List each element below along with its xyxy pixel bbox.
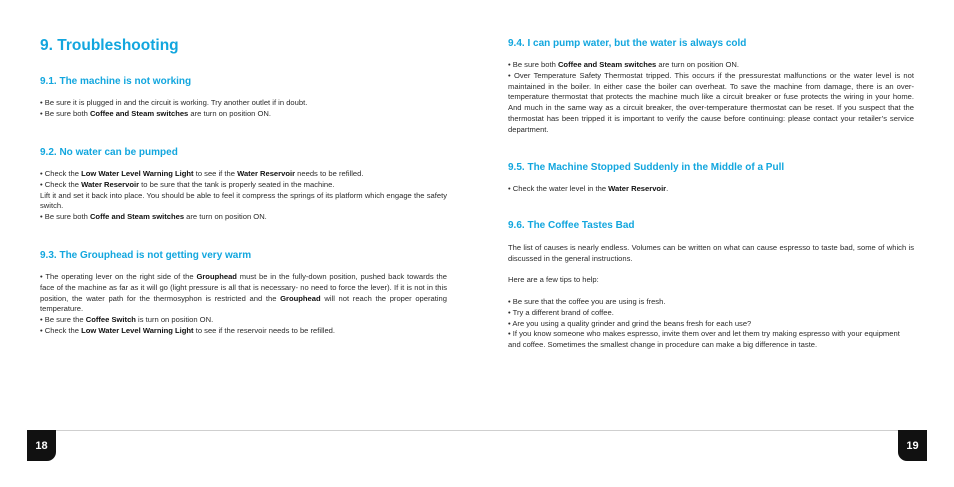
section-heading-9-4: 9.4. I can pump water, but the water is always cold	[508, 38, 747, 49]
list-item: • Be sure that the coffee you are using is fresh.	[508, 296, 666, 306]
right-page	[508, 0, 914, 487]
paragraph: • Check the Low Water Level Warning Light to see if the Water Reservoir needs to be refilled.	[40, 169, 364, 178]
footer-divider	[56, 430, 912, 431]
section-body-9-2	[40, 169, 447, 223]
left-page	[40, 0, 447, 487]
paragraph: The list of causes is nearly endless. Volumes can be written on what can cause espresso to taste bad, some of which is discussed in the general instructions.	[508, 243, 914, 263]
list-item: • If you know someone who makes espresso, invite them over and let them try making espresso with your equipment and coffee. Sometimes the smallest change in procedure can make a big difference in taste.	[508, 329, 900, 350]
section-heading-9-2: 9.2. No water can be pumped	[40, 147, 178, 158]
paragraph: Lift it and set it back into place. You should be able to feel it compress the springs of its platform which engage the safety switch.	[40, 190, 447, 211]
section-body-9-1	[40, 98, 447, 120]
paragraph: Here are a few tips to help:	[508, 275, 599, 285]
section-heading-9-5: 9.5. The Machine Stopped Suddenly in the Middle of a Pull	[508, 162, 785, 173]
paragraph: • The operating lever on the right side of the Grouphead must be in the fully-down position, pushed back towards the face of the machine as far as it will go (light pressure is all that is necessary- no need to force the lever). If it is not in this position, the water path for the thermosyphon is restricted and the Grouphead will not reach the proper operating temperature.	[40, 272, 447, 314]
paragraph: • Over Temperature Safety Thermostat tripped. This occurs if the pressurestat malfunctions or the water level is not maintained in the boiler. In either case the boiler can overheat. To save the machine from damage, there is an over-temperature thermostat that protects the machine much like a circuit breaker or fuse protects the wiring in your home. And much in the same way as a circuit breaker, the over-temperature thermostat can be reset. If you suspect that the thermostat has been tripped it is important to verify the cause before continuing: please contact your retailer’s service department.	[508, 70, 914, 134]
section-body-9-6	[508, 243, 914, 351]
section-heading-9-3: 9.3. The Grouphead is not getting very warm	[40, 250, 252, 261]
paragraph: • Be sure the Coffee Switch is turn on position ON.	[40, 315, 214, 325]
page-number-right: 19	[898, 430, 927, 461]
list-item: • Try a different brand of coffee.	[508, 307, 614, 317]
paragraph: • Check the Low Water Level Warning Light to see if the reservoir needs to be refilled.	[40, 325, 335, 335]
page-title: 9. Troubleshooting	[40, 37, 179, 54]
page-number-left: 18	[27, 430, 56, 461]
section-body-9-4	[508, 60, 914, 136]
section-heading-9-1: 9.1. The machine is not working	[40, 76, 192, 87]
list-item: • Are you using a quality grinder and grind the beans fresh for each use?	[508, 318, 752, 328]
section-body-9-3	[40, 272, 447, 337]
paragraph: • Check the Water Reservoir to be sure that the tank is properly seated in the machine.	[40, 179, 335, 189]
paragraph: • Be sure it is plugged in and the circuit is working. Try another outlet if in doubt.	[40, 98, 308, 107]
section-body-9-5	[508, 184, 914, 195]
paragraph: • Be sure both Coffe and Steam switches are turn on position ON.	[40, 212, 267, 222]
paragraph: • Be sure both Coffee and Steam switches are turn on position ON.	[508, 60, 740, 69]
section-heading-9-6: 9.6. The Coffee Tastes Bad	[508, 220, 635, 231]
paragraph: • Check the water level in the Water Reservoir.	[508, 184, 669, 193]
paragraph: • Be sure both Coffee and Steam switches are turn on position ON.	[40, 108, 272, 118]
